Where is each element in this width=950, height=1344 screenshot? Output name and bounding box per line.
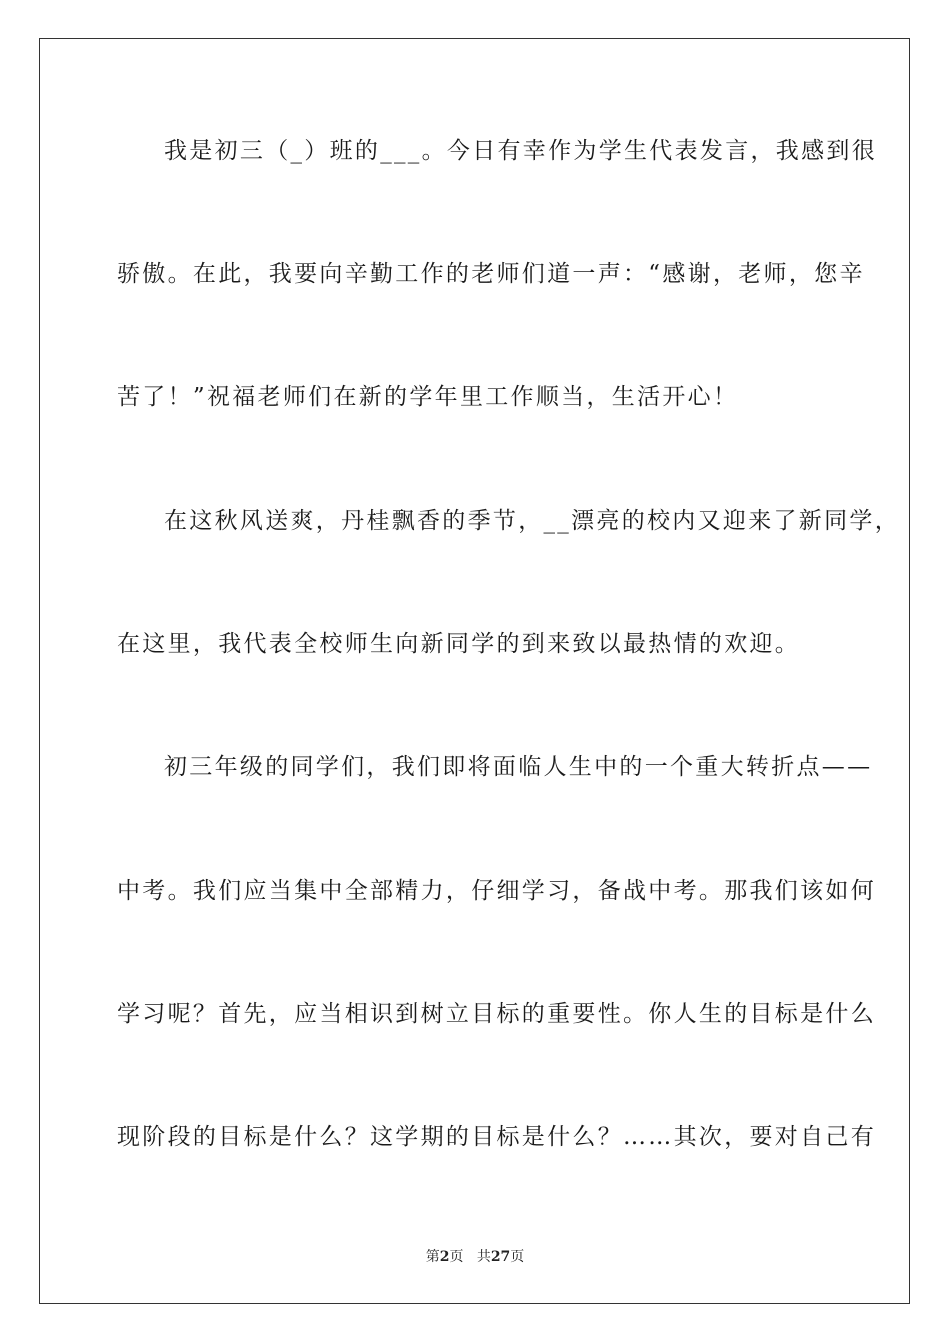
- paragraph-line: 在这里，我代表全校师生向新同学的到来致以最热情的欢迎。: [117, 631, 801, 657]
- paragraph-line: 我是初三（_）班的___。今日有幸作为学生代表发言，我感到很: [164, 138, 877, 164]
- total-prefix: 共: [476, 1249, 491, 1265]
- page-prefix: 第: [425, 1249, 440, 1265]
- paragraph-line: 骄傲。在此，我要向辛勤工作的老师们道一声：“感谢，老师，您辛: [117, 261, 865, 287]
- paragraph-line: 现阶段的目标是什么？这学期的目标是什么？……其次，要对自己有: [117, 1124, 876, 1150]
- paragraph-line: 在这秋风送爽，丹桂飘香的季节，__漂亮的校内又迎来了新同学，: [164, 508, 900, 534]
- total-pages: 27: [490, 1249, 511, 1265]
- page-suffix: 页: [449, 1249, 464, 1265]
- paragraph-line: 苦了！”祝福老师们在新的学年里工作顺当，生活开心！: [117, 384, 739, 410]
- page-border: [39, 38, 910, 1304]
- paragraph-line: 中考。我们应当集中全部精力，仔细学习，备战中考。那我们该如何: [117, 878, 876, 904]
- page-footer: [0, 1248, 950, 1266]
- total-suffix: 页: [510, 1249, 525, 1265]
- paragraph-line: 初三年级的同学们，我们即将面临人生中的一个重大转折点——: [164, 754, 873, 780]
- paragraph-line: 学习呢？首先，应当相识到树立目标的重要性。你人生的目标是什么: [117, 1001, 876, 1027]
- page-number: 2: [439, 1249, 450, 1265]
